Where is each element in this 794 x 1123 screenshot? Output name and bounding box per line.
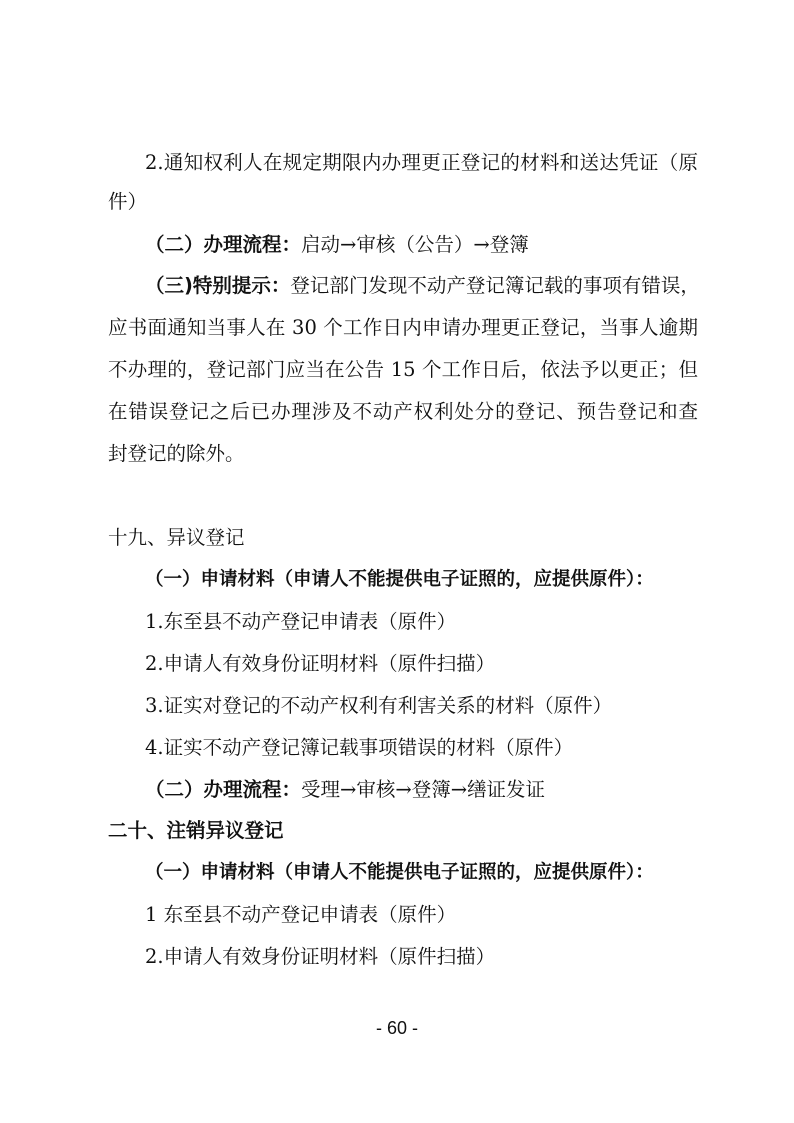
section20-title: 二十、注销异议登记 (108, 819, 284, 842)
section20-item2: 2.申请人有效身份证明材料（原件扫描） (145, 945, 496, 968)
section19-item3: 3.证实对登记的不动产权利有利害关系的材料（原件） (145, 694, 613, 717)
section18-note-line1 (145, 273, 698, 299)
section19-process-label: （二）办理流程： (145, 778, 302, 801)
section18-process-text: 启动→审核（公告）→登簿 (301, 233, 529, 256)
section18-process (145, 232, 698, 258)
section20-item1: 1 东至县不动产登记申请表（原件） (145, 903, 457, 926)
section20-materials-label: （一）申请材料（申请人不能提供电子证照的，应提供原件）： (145, 862, 654, 883)
section18-note-line4: 在错误登记之后已办理涉及不动产权利处分的登记、预告登记和查 (108, 400, 698, 423)
section19-item2: 2.申请人有效身份证明材料（原件扫描） (145, 652, 496, 675)
section18-item2-line1: 2.通知权利人在规定期限内办理更正登记的材料和送达凭证（原 (145, 151, 698, 174)
section18-note-line5: 封登记的除外。 (108, 442, 245, 465)
page-number: - 60 - (375, 1018, 418, 1038)
section18-item2-line2: 件） (108, 190, 148, 213)
section19-process (145, 777, 698, 803)
section19-materials-label: （一）申请材料（申请人不能提供电子证照的，应提供原件）： (145, 569, 654, 590)
section19-title: 十九、异议登记 (108, 526, 245, 549)
section18-note-line2: 应书面通知当事人在 30 个工作日内申请办理更正登记，当事人逾期 (108, 316, 698, 339)
section18-process-label: （二）办理流程： (145, 233, 302, 256)
section19-process-text: 受理→审核→登簿→缮证发证 (301, 778, 546, 801)
section18-note-text1: 登记部门发现不动产登记簿记载的事项有错误， (290, 274, 700, 297)
section19-item1: 1.东至县不动产登记申请表（原件） (145, 610, 457, 633)
section18-note-line3: 不办理的，登记部门应当在公告 15 个工作日后，依法予以更正；但 (108, 358, 698, 381)
section19-item4: 4.证实不动产登记簿记载事项错误的材料（原件） (145, 736, 574, 759)
section18-note-label: （三)特别提示： (145, 274, 291, 297)
